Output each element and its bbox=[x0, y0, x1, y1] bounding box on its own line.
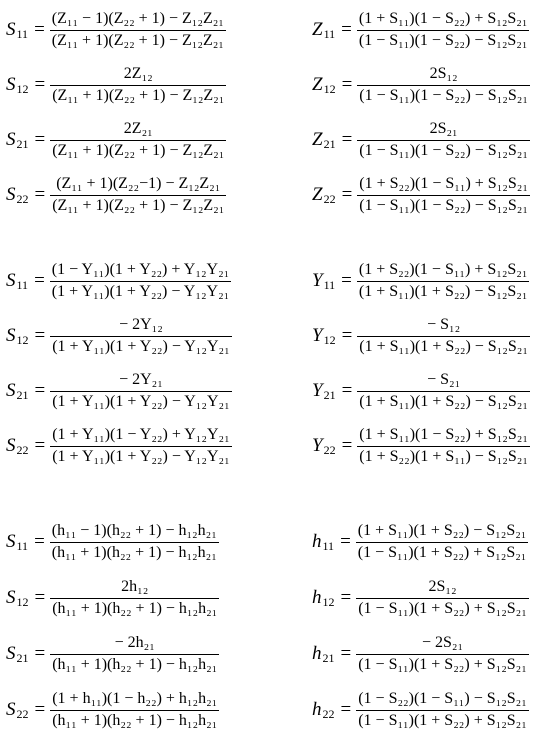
denominator: (1 − S₁₁)(1 − S₂₂) − S₁₂S₂₁ bbox=[359, 142, 528, 159]
numerator: 2S₂₁ bbox=[429, 120, 458, 137]
equation-lhs bbox=[6, 129, 29, 151]
equation-z11-from-s bbox=[312, 5, 529, 55]
fraction bbox=[357, 370, 530, 413]
denominator: (h₁₁ + 1)(h₂₂ + 1) − h₁₂h₂₁ bbox=[52, 712, 218, 729]
fraction bbox=[356, 633, 529, 676]
lhs-symbol: S bbox=[6, 325, 16, 346]
equation-s21-from-y bbox=[6, 366, 232, 416]
equals-sign: = bbox=[340, 643, 352, 664]
numerator: − S₂₁ bbox=[427, 371, 461, 388]
numerator: (h₁₁ − 1)(h₂₂ + 1) − h₁₂h₂₁ bbox=[51, 522, 217, 539]
equals-sign: = bbox=[341, 184, 353, 205]
denominator: (1 + Y₁₁)(1 + Y₂₂) − Y₁₂Y₂₁ bbox=[52, 338, 230, 355]
denominator: (1 − S₁₁)(1 + S₂₂) + S₁₂S₂₁ bbox=[358, 600, 527, 617]
lhs-symbol: h bbox=[312, 643, 322, 664]
numerator: 2S₁₂ bbox=[429, 65, 458, 82]
fraction bbox=[50, 260, 231, 303]
equation-s22-from-z bbox=[6, 170, 226, 220]
equation-s21-from-h bbox=[6, 629, 219, 679]
equation-lhs bbox=[6, 325, 29, 347]
equation-lhs bbox=[6, 699, 29, 721]
fraction bbox=[50, 521, 219, 564]
equation-h22-from-s bbox=[312, 685, 529, 735]
equation-lhs bbox=[6, 270, 28, 292]
denominator: (1 + S₁₁)(1 + S₂₂) − S₁₂S₂₁ bbox=[359, 338, 528, 355]
lhs-symbol: S bbox=[6, 270, 16, 291]
equation-s11-from-y bbox=[6, 256, 231, 306]
equals-sign: = bbox=[34, 74, 46, 95]
equals-sign: = bbox=[341, 380, 353, 401]
lhs-subscript: 22 bbox=[16, 443, 29, 457]
equation-h21-from-s bbox=[312, 629, 529, 679]
equals-sign: = bbox=[34, 184, 46, 205]
lhs-symbol: S bbox=[6, 587, 16, 608]
lhs-subscript: 11 bbox=[322, 539, 335, 553]
equals-sign: = bbox=[34, 531, 45, 552]
lhs-symbol: Y bbox=[312, 270, 323, 291]
equation-s12-from-z bbox=[6, 60, 226, 110]
lhs-subscript: 21 bbox=[323, 388, 336, 402]
equals-sign: = bbox=[34, 643, 46, 664]
equation-y12-from-s bbox=[312, 311, 530, 361]
denominator: (1 + S₁₁)(1 + S₂₂) − S₁₂S₂₁ bbox=[359, 393, 528, 410]
numerator: (1 + Y₁₁)(1 − Y₂₂) + Y₁₂Y₂₁ bbox=[52, 426, 230, 443]
equals-sign: = bbox=[34, 129, 46, 150]
equals-sign: = bbox=[341, 74, 353, 95]
equation-lhs bbox=[312, 325, 336, 347]
denominator: (1 + S₂₂)(1 + S₁₁) − S₁₂S₂₁ bbox=[359, 448, 528, 465]
numerator: 2Z₂₁ bbox=[123, 120, 153, 137]
equation-s12-from-h bbox=[6, 573, 219, 623]
equation-s12-from-y bbox=[6, 311, 232, 361]
lhs-subscript: 11 bbox=[16, 539, 29, 553]
fraction bbox=[50, 9, 226, 52]
lhs-symbol: S bbox=[6, 74, 16, 95]
equation-s11-from-z bbox=[6, 5, 226, 55]
equation-lhs bbox=[312, 270, 335, 292]
equation-z12-from-s bbox=[312, 60, 530, 110]
fraction bbox=[50, 315, 231, 358]
equation-lhs bbox=[312, 19, 335, 41]
lhs-symbol: h bbox=[312, 587, 322, 608]
numerator: − 2Y₁₂ bbox=[119, 316, 163, 333]
numerator: (1 + S₁₁)(1 − S₂₂) + S₁₂S₂₁ bbox=[358, 10, 528, 27]
equation-lhs bbox=[312, 184, 336, 206]
lhs-symbol: h bbox=[312, 531, 322, 552]
fraction bbox=[357, 119, 530, 162]
equation-lhs bbox=[312, 699, 335, 721]
denominator: (1 + Y₁₁)(1 + Y₂₂) − Y₁₂Y₂₁ bbox=[52, 393, 230, 410]
equals-sign: = bbox=[34, 380, 46, 401]
lhs-symbol: Y bbox=[312, 380, 323, 401]
lhs-symbol: S bbox=[6, 643, 16, 664]
fraction bbox=[50, 577, 219, 620]
lhs-symbol: S bbox=[6, 129, 16, 150]
fraction bbox=[357, 425, 530, 468]
equation-lhs bbox=[312, 531, 334, 553]
lhs-symbol: S bbox=[6, 184, 16, 205]
lhs-subscript: 22 bbox=[323, 192, 336, 206]
lhs-symbol: Z bbox=[312, 129, 323, 150]
denominator: (1 − S₁₁)(1 − S₂₂) − S₁₂S₂₁ bbox=[359, 197, 528, 214]
lhs-subscript: 22 bbox=[322, 707, 335, 721]
denominator: (Z₁₁ + 1)(Z₂₂ + 1) − Z₁₂Z₂₁ bbox=[52, 142, 225, 159]
numerator: (Z₁₁ + 1)(Z₂₂−1) − Z₁₂Z₂₁ bbox=[56, 175, 221, 192]
lhs-symbol: Z bbox=[312, 184, 323, 205]
numerator: (1 + S₁₁)(1 − S₂₂) + S₁₂S₂₁ bbox=[359, 426, 528, 443]
lhs-subscript: 21 bbox=[322, 651, 335, 665]
numerator: 2Z₁₂ bbox=[123, 65, 153, 82]
equation-y21-from-s bbox=[312, 366, 530, 416]
lhs-symbol: S bbox=[6, 380, 16, 401]
equation-lhs bbox=[6, 531, 28, 553]
equals-sign: = bbox=[341, 325, 353, 346]
fraction bbox=[50, 64, 226, 107]
numerator: (Z₁₁ − 1)(Z₂₂ + 1) − Z₁₂Z₂₁ bbox=[51, 10, 224, 27]
equation-lhs bbox=[312, 129, 336, 151]
equals-sign: = bbox=[34, 325, 46, 346]
denominator: (h₁₁ + 1)(h₂₂ + 1) − h₁₂h₂₁ bbox=[52, 600, 218, 617]
lhs-subscript: 22 bbox=[323, 443, 336, 457]
equation-lhs bbox=[6, 19, 28, 41]
lhs-subscript: 21 bbox=[16, 388, 29, 402]
numerator: 2S₁₂ bbox=[428, 578, 457, 595]
lhs-symbol: S bbox=[6, 19, 16, 40]
equation-lhs bbox=[6, 74, 29, 96]
lhs-symbol: Z bbox=[312, 19, 323, 40]
fraction bbox=[356, 689, 529, 732]
denominator: (Z₁₁ + 1)(Z₂₂ + 1) − Z₁₂Z₂₁ bbox=[52, 197, 225, 214]
denominator: (1 − S₁₁)(1 − S₂₂) − S₁₂S₂₁ bbox=[358, 32, 528, 49]
denominator: (Z₁₁ + 1)(Z₂₂ + 1) − Z₁₂Z₂₁ bbox=[52, 87, 225, 104]
equation-s22-from-y bbox=[6, 421, 232, 471]
fraction bbox=[50, 425, 231, 468]
numerator: (1 + S₂₂)(1 − S₁₁) + S₁₂S₂₁ bbox=[359, 175, 528, 192]
fraction bbox=[356, 521, 529, 564]
lhs-symbol: Y bbox=[312, 325, 323, 346]
equation-z22-from-s bbox=[312, 170, 530, 220]
equals-sign: = bbox=[340, 531, 351, 552]
equals-sign: = bbox=[341, 435, 353, 456]
numerator: − 2Y₂₁ bbox=[119, 371, 163, 388]
lhs-subscript: 12 bbox=[16, 333, 29, 347]
equation-s21-from-z bbox=[6, 115, 226, 165]
equals-sign: = bbox=[34, 270, 45, 291]
numerator: 2h₁₂ bbox=[121, 578, 149, 595]
fraction bbox=[50, 174, 226, 217]
lhs-subscript: 12 bbox=[16, 595, 29, 609]
equation-lhs bbox=[312, 435, 336, 457]
numerator: − 2S₂₁ bbox=[421, 634, 464, 651]
fraction bbox=[357, 174, 530, 217]
lhs-symbol: S bbox=[6, 531, 16, 552]
equation-y22-from-s bbox=[312, 421, 530, 471]
equals-sign: = bbox=[34, 19, 45, 40]
numerator: (1 + S₁₁)(1 + S₂₂) − S₁₂S₂₁ bbox=[357, 522, 527, 539]
lhs-subscript: 12 bbox=[323, 333, 336, 347]
lhs-symbol: Y bbox=[312, 435, 323, 456]
denominator: (h₁₁ + 1)(h₂₂ + 1) − h₁₂h₂₁ bbox=[51, 544, 217, 561]
numerator: − 2h₂₁ bbox=[114, 634, 155, 651]
lhs-subscript: 11 bbox=[16, 27, 29, 41]
equals-sign: = bbox=[341, 270, 352, 291]
numerator: (1 + S₂₂)(1 − S₁₁) + S₁₂S₂₁ bbox=[358, 261, 528, 278]
equation-h12-from-s bbox=[312, 573, 529, 623]
equation-s11-from-h bbox=[6, 517, 219, 567]
lhs-subscript: 22 bbox=[16, 707, 29, 721]
fraction bbox=[357, 315, 530, 358]
denominator: (1 + Y₁₁)(1 + Y₂₂) − Y₁₂Y₂₁ bbox=[51, 283, 230, 300]
lhs-symbol: Z bbox=[312, 74, 323, 95]
equation-lhs bbox=[6, 184, 29, 206]
fraction bbox=[50, 689, 219, 732]
lhs-symbol: h bbox=[312, 699, 322, 720]
lhs-subscript: 11 bbox=[323, 278, 336, 292]
numerator: − S₁₂ bbox=[427, 316, 461, 333]
equals-sign: = bbox=[34, 435, 46, 456]
equation-z21-from-s bbox=[312, 115, 530, 165]
fraction bbox=[50, 633, 219, 676]
fraction bbox=[357, 9, 530, 52]
denominator: (1 − S₁₁)(1 + S₂₂) + S₁₂S₂₁ bbox=[358, 712, 527, 729]
equals-sign: = bbox=[340, 587, 352, 608]
equation-lhs bbox=[6, 643, 29, 665]
lhs-subscript: 11 bbox=[16, 278, 29, 292]
fraction bbox=[356, 577, 529, 620]
equation-y11-from-s bbox=[312, 256, 529, 306]
lhs-symbol: S bbox=[6, 699, 16, 720]
lhs-subscript: 21 bbox=[16, 651, 29, 665]
equals-sign: = bbox=[340, 699, 352, 720]
equation-lhs bbox=[312, 643, 335, 665]
equals-sign: = bbox=[341, 129, 353, 150]
equals-sign: = bbox=[34, 587, 46, 608]
equation-lhs bbox=[312, 380, 336, 402]
denominator: (1 + S₁₁)(1 + S₂₂) − S₁₂S₂₁ bbox=[358, 283, 528, 300]
lhs-subscript: 21 bbox=[16, 137, 29, 151]
lhs-subscript: 21 bbox=[323, 137, 336, 151]
equals-sign: = bbox=[34, 699, 46, 720]
equation-lhs bbox=[312, 74, 336, 96]
lhs-symbol: S bbox=[6, 435, 16, 456]
lhs-subscript: 22 bbox=[16, 192, 29, 206]
lhs-subscript: 12 bbox=[323, 82, 336, 96]
equals-sign: = bbox=[341, 19, 352, 40]
equation-s22-from-h bbox=[6, 685, 219, 735]
lhs-subscript: 12 bbox=[16, 82, 29, 96]
denominator: (1 + Y₁₁)(1 + Y₂₂) − Y₁₂Y₂₁ bbox=[52, 448, 230, 465]
equation-lhs bbox=[6, 435, 29, 457]
fraction bbox=[50, 370, 231, 413]
fraction bbox=[50, 119, 226, 162]
numerator: (1 − Y₁₁)(1 + Y₂₂) + Y₁₂Y₂₁ bbox=[51, 261, 230, 278]
equation-h11-from-s bbox=[312, 517, 528, 567]
lhs-subscript: 11 bbox=[323, 27, 336, 41]
numerator: (1 − S₂₂)(1 − S₁₁) − S₁₂S₂₁ bbox=[358, 690, 527, 707]
fraction bbox=[357, 64, 530, 107]
lhs-subscript: 12 bbox=[322, 595, 335, 609]
denominator: (1 − S₁₁)(1 − S₂₂) − S₁₂S₂₁ bbox=[359, 87, 528, 104]
equation-lhs bbox=[6, 587, 29, 609]
denominator: (1 − S₁₁)(1 + S₂₂) + S₁₂S₂₁ bbox=[358, 656, 527, 673]
numerator: (1 + h₁₁)(1 − h₂₂) + h₁₂h₂₁ bbox=[52, 690, 218, 707]
equation-lhs bbox=[312, 587, 335, 609]
denominator: (Z₁₁ + 1)(Z₂₂ + 1) − Z₁₂Z₂₁ bbox=[51, 32, 224, 49]
denominator: (h₁₁ + 1)(h₂₂ + 1) − h₁₂h₂₁ bbox=[52, 656, 218, 673]
equation-lhs bbox=[6, 380, 29, 402]
fraction bbox=[357, 260, 530, 303]
denominator: (1 − S₁₁)(1 + S₂₂) + S₁₂S₂₁ bbox=[357, 544, 527, 561]
